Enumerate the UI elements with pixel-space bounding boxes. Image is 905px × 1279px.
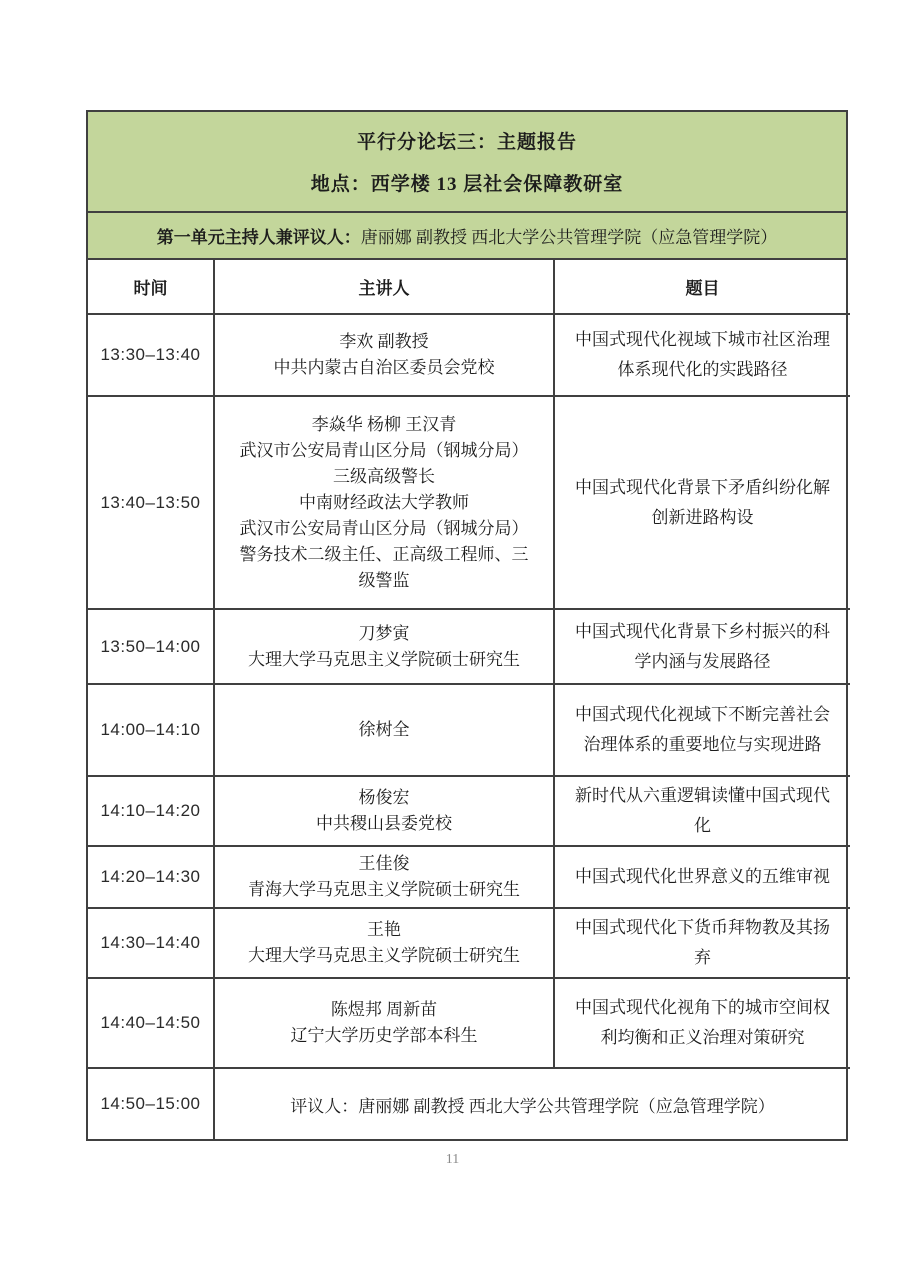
speaker-line: 刀梦寅 <box>358 623 410 643</box>
table-row <box>88 908 850 978</box>
time-cell: 14:50–15:00 <box>88 1068 214 1139</box>
speaker-line: 警务技术二级主任、正高级工程师、三级警监 <box>239 544 529 590</box>
speaker-line: 武汉市公安局青山区分局（钢城分局） <box>239 440 529 460</box>
forum-location: 地点：西学楼 13 层社会保障教研室 <box>310 174 624 195</box>
table-row <box>88 609 850 684</box>
moderator-value: 唐丽娜 副教授 西北大学公共管理学院（应急管理学院） <box>360 228 778 247</box>
speaker-cell <box>214 978 554 1068</box>
speaker-line: 大理大学马克思主义学院硕士研究生 <box>248 946 520 965</box>
schedule-table <box>86 110 848 1141</box>
table-row <box>88 978 850 1068</box>
table-row <box>88 396 850 609</box>
title-cell: 中国式现代化背景下矛盾纠纷化解创新进路构设 <box>554 396 850 609</box>
title-cell: 中国式现代化视域下不断完善社会治理体系的重要地位与实现进路 <box>554 684 850 776</box>
col-header-speaker: 主讲人 <box>214 260 554 314</box>
title-cell: 中国式现代化背景下乡村振兴的科学内涵与发展路径 <box>554 609 850 684</box>
speaker-cell <box>214 776 554 846</box>
speaker-line: 中南财经政法大学教师 <box>299 492 469 512</box>
speaker-line: 李焱华 杨柳 王汉青 <box>311 414 457 434</box>
title-cell: 中国式现代化下货币拜物教及其扬弃 <box>554 908 850 978</box>
time-cell: 14:20–14:30 <box>88 846 214 908</box>
speaker-line: 辽宁大学历史学部本科生 <box>290 1026 478 1045</box>
time-cell: 14:10–14:20 <box>88 776 214 846</box>
speaker-line: 李欢 副教授 <box>339 332 429 351</box>
speaker-line: 徐树全 <box>358 720 410 739</box>
title-cell: 中国式现代化世界意义的五维审视 <box>554 846 850 908</box>
session-table <box>88 260 850 1139</box>
speaker-line: 王佳俊 <box>358 854 410 873</box>
unit-moderator-bar <box>88 213 846 260</box>
time-cell: 14:30–14:40 <box>88 908 214 978</box>
speaker-line: 武汉市公安局青山区分局（钢城分局） <box>239 518 529 538</box>
forum-title: 平行分论坛三：主题报告 <box>356 132 577 153</box>
table-row <box>88 846 850 908</box>
speaker-cell <box>214 684 554 776</box>
page-number: 11 <box>445 1152 460 1167</box>
speaker-cell <box>214 609 554 684</box>
speaker-line: 王艳 <box>367 920 401 939</box>
forum-header <box>88 112 846 213</box>
time-cell: 13:50–14:00 <box>88 609 214 684</box>
speaker-cell <box>214 908 554 978</box>
table-header-row <box>88 260 850 314</box>
table-row-discussant <box>88 1068 850 1139</box>
speaker-cell <box>214 314 554 396</box>
time-cell: 14:40–14:50 <box>88 978 214 1068</box>
time-cell: 13:30–13:40 <box>88 314 214 396</box>
speaker-cell <box>214 846 554 908</box>
table-row <box>88 684 850 776</box>
speaker-line: 大理大学马克思主义学院硕士研究生 <box>248 649 520 669</box>
speaker-line: 中共稷山县委党校 <box>316 814 452 833</box>
title-cell: 新时代从六重逻辑读懂中国式现代化 <box>554 776 850 846</box>
speaker-line: 陈煜邦 周新苗 <box>330 1000 438 1019</box>
col-header-time: 时间 <box>88 260 214 314</box>
title-cell: 中国式现代化视角下的城市空间权利均衡和正义治理对策研究 <box>554 978 850 1068</box>
speaker-line: 三级高级警长 <box>333 466 435 486</box>
moderator-label: 第一单元主持人兼评议人： <box>156 228 361 247</box>
time-cell: 14:00–14:10 <box>88 684 214 776</box>
speaker-line: 杨俊宏 <box>358 788 410 807</box>
table-row <box>88 776 850 846</box>
discussant-cell: 评议人：唐丽娜 副教授 西北大学公共管理学院（应急管理学院） <box>214 1068 850 1139</box>
table-row <box>88 314 850 396</box>
time-cell: 13:40–13:50 <box>88 396 214 609</box>
speaker-line: 青海大学马克思主义学院硕士研究生 <box>248 880 520 899</box>
speaker-cell <box>214 396 554 609</box>
col-header-title: 题目 <box>554 260 850 314</box>
speaker-line: 中共内蒙古自治区委员会党校 <box>273 358 495 377</box>
title-cell: 中国式现代化视域下城市社区治理体系现代化的实践路径 <box>554 314 850 396</box>
